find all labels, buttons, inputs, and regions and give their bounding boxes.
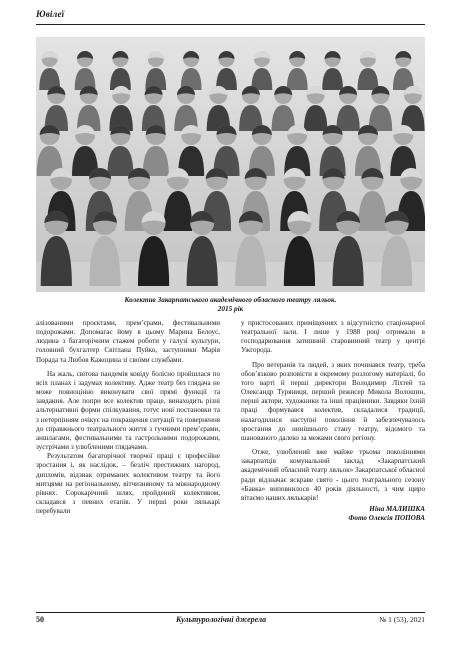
caption-line-1: Колектив Закарпатського академічного обласного театру ляльок. xyxy=(124,296,337,304)
footer-divider xyxy=(36,612,425,613)
caption-line-2: 2015 рік xyxy=(217,305,244,313)
paragraph: Отже, улюблений вже майже трьома поколіннями закарпатців комунальний заклад «Закарпатський академічний обласний театр ляльок» Закарпатської обласної ради відзначає яскраве свято - цього театрального сезону «Бавка» виповнилося 40 років діяльності, з чим щиро вітаємо наших лялькарів! xyxy=(241,448,425,502)
photo-caption xyxy=(36,296,425,314)
issue-number: № 1 (53), 2021 xyxy=(379,615,425,624)
paragraph: у пристосованих приміщеннях з відсутністю стаціонарної театральної зали. І лише у 1988 році отримали в господарювання затишний старовинний театр у центрі Ужгорода. xyxy=(241,319,425,355)
paragraph: Про ветеранів та людей, з яких починався театр, треба обов’язково розповісти в окремому розлогому матеріалі, бо того варті й перші директори Володимир Ліхтей та Олександр Туряниця, перший режисер Микола Волошин, перші актори, художники та інші працівники. Завдяки їхній праці формувався колектив, складалися традиції, налагодилися наступні покоління й забезпечувалось зростання до нинішнього стану театру, відомого та шанованого далеко за межами свого регіону. xyxy=(241,360,425,442)
magazine-title: Культурологічні джерела xyxy=(176,615,267,624)
paragraph: На жаль, світова пандемія ковіду болісно пройшлася по всіх планах і задумах колективу. Адже театр без глядача не може повноцінно виконувати свої прямі функції та завдання. Але попри все колектив праце, винаходить різні альтернативні форми спілкування, готує нові постановки та з нетерпінням очікує на покращення ситуації та повернення до справжнього театрального життя з гучними прем’єрами, аншлагами, фестивальними та гастрольними подорожами, зустрічами з улюбленими глядачами. xyxy=(36,369,220,452)
paragraph: алізованими проєктами, прем’єрами, фестивальними подорожами. Допомагає йому в цьому Марина Белоус, людина з багаторічним стажем роботи у галузі культури, головний бухгалтер Світлана Пуйко, заступники Марія Порада та Любов Кажоцина зі своїми службами. xyxy=(36,319,220,364)
author-signature: Ніна МАЛИШКА xyxy=(369,504,425,513)
header-divider xyxy=(36,24,425,25)
photo-credit: Фото Олексія ПОПОВА xyxy=(348,514,425,523)
page-number: 50 xyxy=(36,615,44,624)
paragraph: Результатом багаторічної творчої праці є професійне зростання і, як наслідок, – безліч престижних нагород, дипломів, відзнак отриманих колективом театру та його митцями на регіональному, вітчизняному та міжнародному рівнях. Сорокарічний шлях, пройдений колективом, складався з певних етапів. У перші роки лялькарі перебували xyxy=(36,452,220,516)
article-column-right xyxy=(241,319,425,524)
group-photo-illustration xyxy=(36,37,425,292)
article-column-left xyxy=(36,319,220,516)
section-header: Ювілеї xyxy=(36,9,65,19)
group-photo xyxy=(36,37,425,292)
